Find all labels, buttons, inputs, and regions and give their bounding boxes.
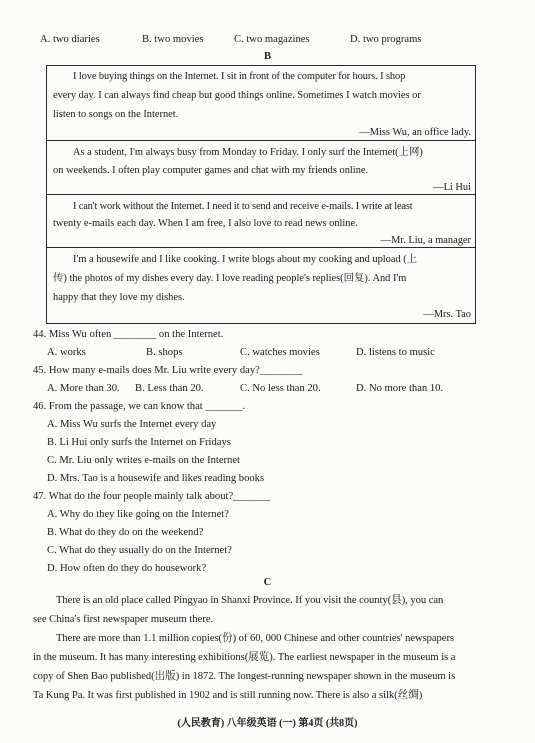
q46-option-c: C. Mr. Liu only writes e-mails on the Internet bbox=[47, 455, 241, 466]
question-47-stem: 47. What do the four people mainly talk about?_______ bbox=[33, 491, 271, 502]
q46-option-b: B. Li Hui only surfs the Internet on Fridays bbox=[47, 437, 231, 448]
passage-box-mrs-tao bbox=[46, 247, 476, 324]
box-line: I love buying things on the Internet. I sit in front of the computer for hours. I shop bbox=[73, 71, 406, 82]
passage-c-line: in the museum. It has many interesting exhibitions(展览). The earliest newspaper in the museum is a bbox=[33, 652, 456, 663]
passage-box-miss-wu bbox=[46, 65, 476, 141]
page-footer: (人民教育) 八年级英语 (一) 第4页 (共8页) bbox=[177, 718, 358, 729]
q45-option-b: B. Less than 20. bbox=[135, 383, 204, 394]
q47-option-a: A. Why do they like going on the Internet? bbox=[47, 509, 229, 520]
passage-c-line: see China's first newspaper museum there. bbox=[33, 614, 214, 625]
signature: —Mrs. Tao bbox=[423, 309, 471, 320]
q47-option-b: B. What do they do on the weekend? bbox=[47, 527, 204, 538]
box-line: on weekends. I often play computer games and chat with my friends online. bbox=[53, 165, 369, 176]
option-c: C. two magazines bbox=[234, 34, 310, 45]
q47-option-c: C. What do they usually do on the Internet? bbox=[47, 545, 232, 556]
section-c-title: C bbox=[263, 577, 272, 588]
option-b: B. two movies bbox=[142, 34, 204, 45]
q47-option-d: D. How often do they do housework? bbox=[47, 563, 207, 574]
passage-box-li-hui bbox=[46, 140, 476, 195]
q44-option-b: B. shops bbox=[146, 347, 183, 358]
q44-option-a: A. works bbox=[47, 347, 86, 358]
passage-c-line: There are more than 1.1 million copies(份) of 60, 000 Chinese and other countries' newspapers bbox=[56, 633, 454, 644]
box-line: I can't work without the Internet. I need it to send and receive e-mails. I write at least bbox=[73, 201, 413, 212]
option-d: D. two programs bbox=[350, 34, 422, 45]
q45-option-d: D. No more than 10. bbox=[356, 383, 444, 394]
passage-c-line: There is an old place called Pingyao in Shanxi Province. If you visit the county(县), you can bbox=[56, 595, 444, 606]
q46-option-a: A. Miss Wu surfs the Internet every day bbox=[47, 419, 217, 430]
q44-option-c: C. watches movies bbox=[240, 347, 320, 358]
question-44-stem: 44. Miss Wu often ________ on the Internet. bbox=[33, 329, 224, 340]
q45-option-c: C. No less than 20. bbox=[240, 383, 321, 394]
box-line: happy that they love my dishes. bbox=[53, 292, 185, 303]
passage-box-mr-liu bbox=[46, 194, 476, 248]
q44-option-d: D. listens to music bbox=[356, 347, 435, 358]
signature: —Mr. Liu, a manager bbox=[380, 235, 471, 246]
option-a: A. two diaries bbox=[40, 34, 100, 45]
q46-option-d: D. Mrs. Tao is a housewife and likes reading books bbox=[47, 473, 265, 484]
box-line: listen to songs on the Internet. bbox=[53, 109, 179, 120]
box-line: twenty e-mails each day. When I am free, I also love to read news online. bbox=[53, 218, 358, 229]
box-line: 传) the photos of my dishes every day. I love reading people's replies(回复). And I'm bbox=[53, 273, 407, 284]
section-b-title: B bbox=[263, 51, 272, 62]
box-line: As a student, I'm always busy from Monday to Friday. I only surf the Internet(上网) bbox=[73, 147, 423, 158]
passage-c-line: copy of Shen Bao published(出版) in 1872. The longest-running newspaper shown in the museum is bbox=[33, 671, 456, 682]
signature: —Miss Wu, an office lady. bbox=[359, 127, 471, 138]
passage-c-line: Ta Kung Pa. It was first published in 1902 and is still running now. There is also a silk(丝绸) bbox=[33, 690, 423, 701]
box-line: every day. I can always find cheap but good things online. Sometimes I watch movies or bbox=[53, 90, 421, 101]
q45-option-a: A. More than 30. bbox=[47, 383, 120, 394]
question-45-stem: 45. How many e-mails does Mr. Liu write every day?________ bbox=[33, 365, 303, 376]
box-line: I'm a housewife and I like cooking. I write blogs about my cooking and upload (上 bbox=[73, 254, 418, 265]
signature: —Li Hui bbox=[433, 182, 471, 193]
question-46-stem: 46. From the passage, we can know that _______. bbox=[33, 401, 246, 412]
